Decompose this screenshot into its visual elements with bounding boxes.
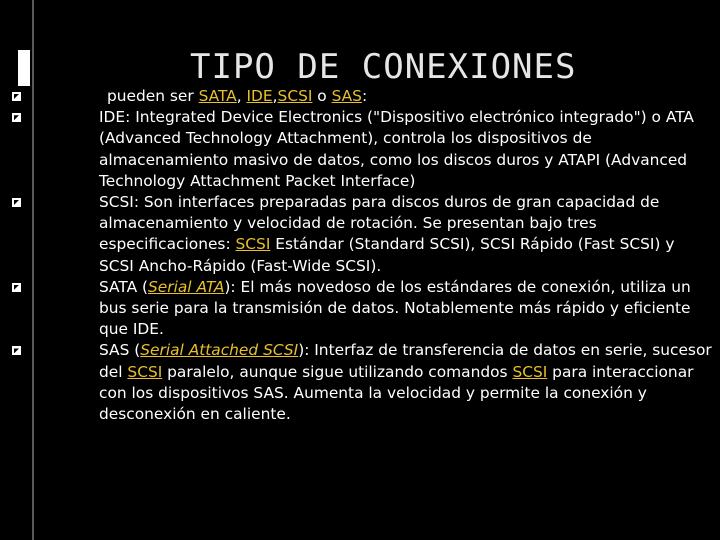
intro-prefix: pueden ser: [107, 87, 199, 105]
sas-text: SAS (: [99, 341, 141, 360]
link-scsi[interactable]: SCSI: [127, 362, 163, 381]
square-bullet-icon: [12, 113, 21, 122]
intro-sep: o: [312, 87, 332, 105]
square-bullet-icon: [12, 283, 21, 292]
intro-sep: ,: [236, 87, 247, 105]
link-scsi[interactable]: SCSI: [277, 87, 313, 105]
link-serial-ata[interactable]: Serial ATA: [148, 277, 225, 296]
sas-text: ): Interfaz de transferencia de datos en serie, sucesor del: [99, 341, 712, 381]
scsi-text: Estándar (Standard SCSI), SCSI Rápido (Fast SCSI) y SCSI Ancho-Rápido (Fast-Wide SCSI).: [99, 235, 675, 275]
bullet-ide: [12, 107, 714, 192]
link-scsi[interactable]: SCSI: [512, 362, 548, 381]
square-bullet-icon: [12, 92, 21, 101]
link-sas[interactable]: SAS: [331, 87, 362, 105]
slide-title: TIPO DE CONEXIONES: [190, 47, 577, 87]
sas-text: paralelo, aunque sigue utilizando comandos: [162, 362, 513, 381]
sas-text: para interaccionar con los dispositivos SAS. Aumenta la velocidad y permite la conexión y desconexión en caliente.: [99, 362, 694, 424]
bullet-intro: [12, 86, 714, 107]
ide-description: IDE: Integrated Device Electronics ("Dispositivo electrónico integrado") o ATA (Advanced Technology Attachment), controla los dispositivos de almacenamiento masivo de datos, como los discos duros y ATAPI (Advanced Technology Attachment Packet Interface): [99, 108, 694, 190]
scsi-text: SCSI: Son interfaces preparadas para discos duros de gran capacidad de almacenamiento y velocidad de rotación. Se presentan bajo tres especificaciones:: [99, 193, 660, 254]
bullet-list: [12, 86, 714, 425]
link-ide[interactable]: IDE: [246, 87, 273, 105]
link-scsi[interactable]: SCSI: [235, 235, 271, 254]
sata-text: SATA (: [99, 277, 149, 296]
link-sata[interactable]: SATA: [198, 87, 237, 105]
bullet-scsi: [12, 192, 714, 277]
square-bullet-icon: [12, 346, 21, 355]
link-serial-attached-scsi[interactable]: Serial Attached SCSI: [140, 341, 299, 360]
intro-suffix: :: [361, 87, 368, 105]
square-bullet-icon: [12, 198, 21, 207]
intro-sep: ,: [272, 87, 278, 105]
sata-text: ): El más novedoso de los estándares de conexión, utiliza un bus serie para la transmisión de datos. Notablemente más rápido y eficiente que IDE.: [99, 277, 691, 339]
bullet-sas: [12, 340, 714, 425]
bullet-sata: [12, 277, 714, 341]
accent-block: [18, 50, 30, 86]
